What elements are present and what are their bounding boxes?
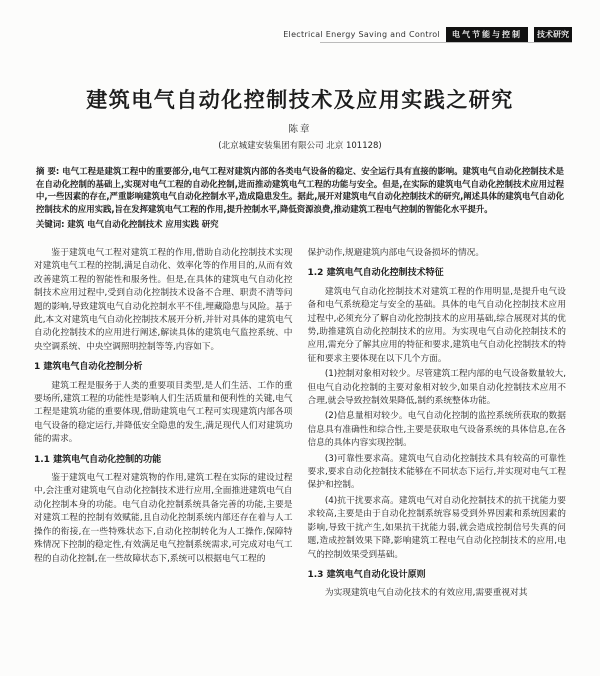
feature-item-4: (4)抗干扰要求高。建筑电气对自动化控制技术的抗干扰能力要求较高,主要是由于自动化控制系统容易受到外界因素和系统因素的影响,导致干扰产生,如果抗干扰能力弱,就会造成控制信号失真的问题,造成控制效果下降,影响建筑工程电气自动化控制技术的应用,电气的控制效果受到基础。 xyxy=(307,495,566,560)
abstract-label: 摘 要: xyxy=(36,166,60,176)
keywords xyxy=(36,218,564,231)
author-name: 陈章 xyxy=(288,124,312,135)
journal-header xyxy=(283,27,572,41)
section-heading-1-1: 1.1 建筑电气自动化控制的功能 xyxy=(34,454,162,465)
section-heading-1-3: 1.3 建筑电气自动化设计原则 xyxy=(307,569,426,580)
abstract-text: 电气工程是建筑工程中的重要部分,电气工程对建筑内部的各类电气设备的稳定、安全运行具有直接的影响。建筑电气自动化控制技术是在自动化控制的基础上,实现对电气工程的自动化控制,进而推动建筑电气工程的功能与安全。但是,在实际的建筑电气自动化控制技术应用过程中,一些因素的存在,严重影响建筑电气自动化控制水平,造成隐患发生。据此,展开对建筑电气自动化控制技术的研究,阐述具体的建筑电气自动化控制技术的应用实践,旨在发挥建筑电气工程的作用,提升控制水平,降低资源浪费,推动建筑工程电气控制的智能化水平提升。 xyxy=(36,166,565,214)
keywords-text: 建筑 电气自动化控制技术 应用实践 研究 xyxy=(67,219,219,230)
body-columns xyxy=(34,247,566,603)
section-heading-1-2: 1.2 建筑电气自动化控制技术特征 xyxy=(307,268,444,279)
header-rule xyxy=(320,42,572,43)
keywords-label: 关键词: xyxy=(36,219,65,230)
left-paragraph-section1: 建筑工程是服务于人类的重要项目类型,是人们生活、工作的重要场所,建筑工程的功能性是影响人们生活质量和便利性的关键,电气工程是建筑功能的重要体现,借助建筑电气工程可实现建筑内部各项电气设备的稳定运行,并降低安全隐患的发生,满足现代人们对建筑功能的需求。 xyxy=(34,380,293,445)
feature-item-3: (3)可靠性要求高。建筑电气自动化控制技术具有较高的可靠性要求,要求自动化控制技术能够在不同状态下运行,并实现对电气工程保护和控制。 xyxy=(307,453,566,491)
journal-name-english: Electrical Energy Saving and Control xyxy=(283,29,440,39)
journal-issue-block: 技术研究 xyxy=(534,27,572,42)
feature-item-1: (1)控制对象相对较少。尽管建筑工程内部的电气设备数量较大,但电气自动化控制的主要对象相对较少,如果自动化控制技术应用不合理,就会导致控制效果降低,制约系统整体功能。 xyxy=(307,369,566,407)
section-heading-1: 1 建筑电气自动化控制分析 xyxy=(34,362,143,373)
page-title: 建筑电气自动化控制技术及应用实践之研究 xyxy=(86,88,514,112)
feature-item-2: (2)信息量相对较少。电气自动化控制的监控系统所获取的数据信息具有准确性和综合性,主要是获取电气设备系统的具体信息,在各信息的具体内容实现控制。 xyxy=(307,411,566,449)
right-paragraph-continuation: 保护动作,规避建筑内部电气设备损坏的情况。 xyxy=(307,247,485,258)
left-paragraph-section1-1: 鉴于建筑电气工程对建筑物的作用,建筑工程在实际的建设过程中,会注重对建筑电气自动化控制技术进行应用,全面推进建筑电气自动化控制本身的功能。电气自动化控制系统具备完善的功能,主要是对建筑工程的控制有效赋能,且自动化控制系统内部还存在着与人工操作的衔接,在一些特殊状态下,自动化控制转化为人工操作,保障特殊情况下控制的稳定性,有效满足电气控制系统需求,可完成对电气工程的自动化控制,在一些故障状态下,系统可以根据电气工程的 xyxy=(34,473,293,564)
abstract xyxy=(36,165,564,215)
journal-name-chinese-block: 电气节能与控制 xyxy=(446,27,528,42)
right-column xyxy=(308,247,567,603)
left-column xyxy=(34,247,293,603)
author-affiliation: (北京城建安装集团有限公司 北京 101128) xyxy=(218,141,382,151)
right-paragraph-section1-3: 为实现建筑电气自动化技术的有效应用,需要重视对其 xyxy=(324,588,528,599)
left-paragraph-intro: 鉴于建筑电气工程对建筑工程的作用,借助自动化控制技术实现对建筑电气工程的控制,满足自动化、效率化等的作用目的,从而有效改善建筑工程的智能性和服务性。但是,在具体的建筑电气自动化控制技术应用过程中,受到自动化控制技术设备不合理、职责不清等问题的影响,导致建筑电气自动化控制水平不佳,埋藏隐患与风险。基于此,本文对建筑电气自动化控制技术展开分析,并针对具体的建筑电气自动化控制技术的应用进行阐述,解读具体的建筑电气监控系统、中央空调系统、中央空调照明控制等等,内容如下。 xyxy=(34,247,293,352)
right-paragraph-section1-2: 建筑电气自动化控制技术对建筑工程的作用明显,是提升电气设备和电气系统稳定与安全的基础。具体的电气自动化控制技术应用过程中,必须充分了解自动化控制技术的应用基础,综合展现对其的优势,助推建筑自动化控制技术的应用。为实现电气自动化控制技术的应用,需充分了解其应用的特征和要求,建筑电气自动化控制技术的特征和要求主要体现在以下几个方面。 xyxy=(307,286,566,364)
